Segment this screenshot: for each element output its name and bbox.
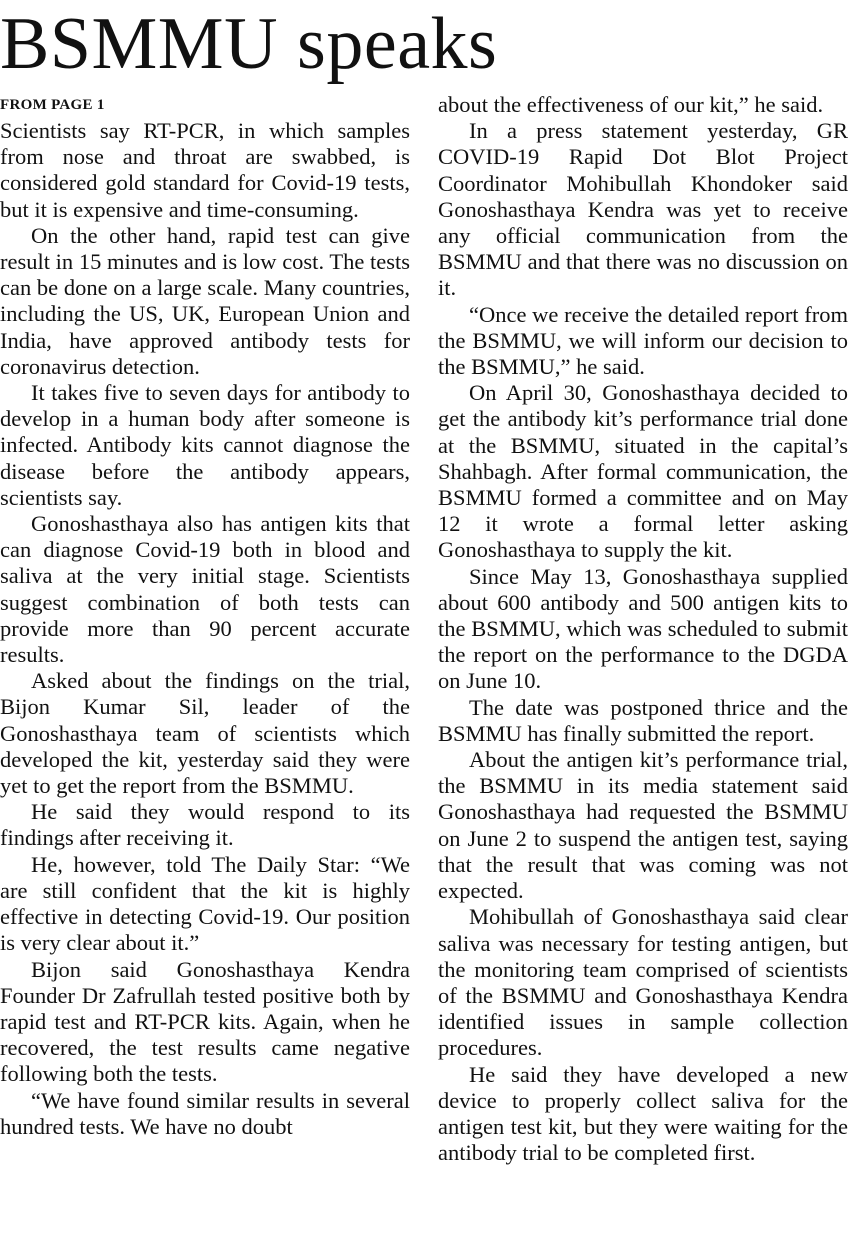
- article-paragraph: “Once we receive the detailed report from the BSMMU, we will inform our decision to the BSMMU,” he said.: [438, 301, 848, 380]
- article-paragraph: Since May 13, Gonoshasthaya supplied about 600 antibody and 500 antigen kits to the BSMMU, which was scheduled to submit the report on the performance to the DGDA on June 10.: [438, 563, 848, 694]
- article-paragraph: Gonoshasthaya also has antigen kits that can diagnose Covid-19 both in blood and saliva at the very initial stage. Scientists suggest combination of both tests can provide more than 90 percent accurate results.: [0, 511, 410, 668]
- article-paragraph: On the other hand, rapid test can give result in 15 minutes and is low cost. The tests can be done on a large scale. Many countries, including the US, UK, European Union and India, have approved antibody tests for coronavirus detection.: [0, 222, 410, 379]
- article-column-left: [0, 92, 410, 1140]
- article-paragraph: Scientists say RT-PCR, in which samples from nose and throat are swabbed, is considered gold standard for Covid-19 tests, but it is expensive and time-consuming.: [0, 118, 410, 222]
- article-paragraph: He, however, told The Daily Star: “We are still confident that the kit is highly effective in detecting Covid-19. Our position is very clear about it.”: [0, 851, 410, 956]
- article-paragraph: About the antigen kit’s performance trial, the BSMMU in its media statement said Gonoshasthaya had requested the BSMMU on June 2 to suspend the antigen test, saying that the result that was coming was not expected.: [438, 747, 848, 904]
- article-paragraph: On April 30, Gonoshasthaya decided to get the antibody kit’s performance trial done at the BSMMU, situated in the capital’s Shahbagh. After formal communication, the BSMMU formed a committee and on May 12 it wrote a formal letter asking Gonoshasthaya to supply the kit.: [438, 380, 848, 563]
- continuation-kicker: FROM PAGE 1: [0, 97, 105, 113]
- article-paragraph: “We have found similar results in several hundred tests. We have no doubt: [0, 1087, 410, 1139]
- article-paragraph: Bijon said Gonoshasthaya Kendra Founder Dr Zafrullah tested positive both by rapid test and RT-PCR kits. Again, when he recovered, the test results came negative following both the tests.: [0, 956, 410, 1087]
- article-paragraph: In a press statement yesterday, GR COVID-19 Rapid Dot Blot Project Coordinator Mohibullah Khondoker said Gonoshasthaya Kendra was yet to receive any official communication from the BSMMU and that there was no discussion on it.: [438, 118, 848, 301]
- headline: BSMMU speaks: [0, 3, 498, 85]
- article-paragraph: Mohibullah of Gonoshasthaya said clear saliva was necessary for testing antigen, but the monitoring team comprised of scientists of the BSMMU and Gonoshasthaya Kendra identified issues in sample collection procedures.: [438, 904, 848, 1061]
- article-paragraph: He said they would respond to its findings after receiving it.: [0, 799, 410, 851]
- article-paragraph: The date was postponed thrice and the BSMMU has finally submitted the report.: [438, 694, 848, 746]
- article-column-right: [438, 92, 848, 1166]
- article-paragraph: about the effectiveness of our kit,” he said.: [438, 92, 824, 117]
- article-paragraph: He said they have developed a new device to properly collect saliva for the antigen test kit, but they were waiting for the antibody trial to be completed first.: [438, 1061, 848, 1166]
- article-paragraph: Asked about the findings on the trial, Bijon Kumar Sil, leader of the Gonoshasthaya team of scientists which developed the kit, yesterday said they were yet to get the report from the BSMMU.: [0, 668, 410, 799]
- article-paragraph: It takes five to seven days for antibody to develop in a human body after someone is infected. Antibody kits cannot diagnose the disease before the antibody appears, scientists say.: [0, 380, 410, 510]
